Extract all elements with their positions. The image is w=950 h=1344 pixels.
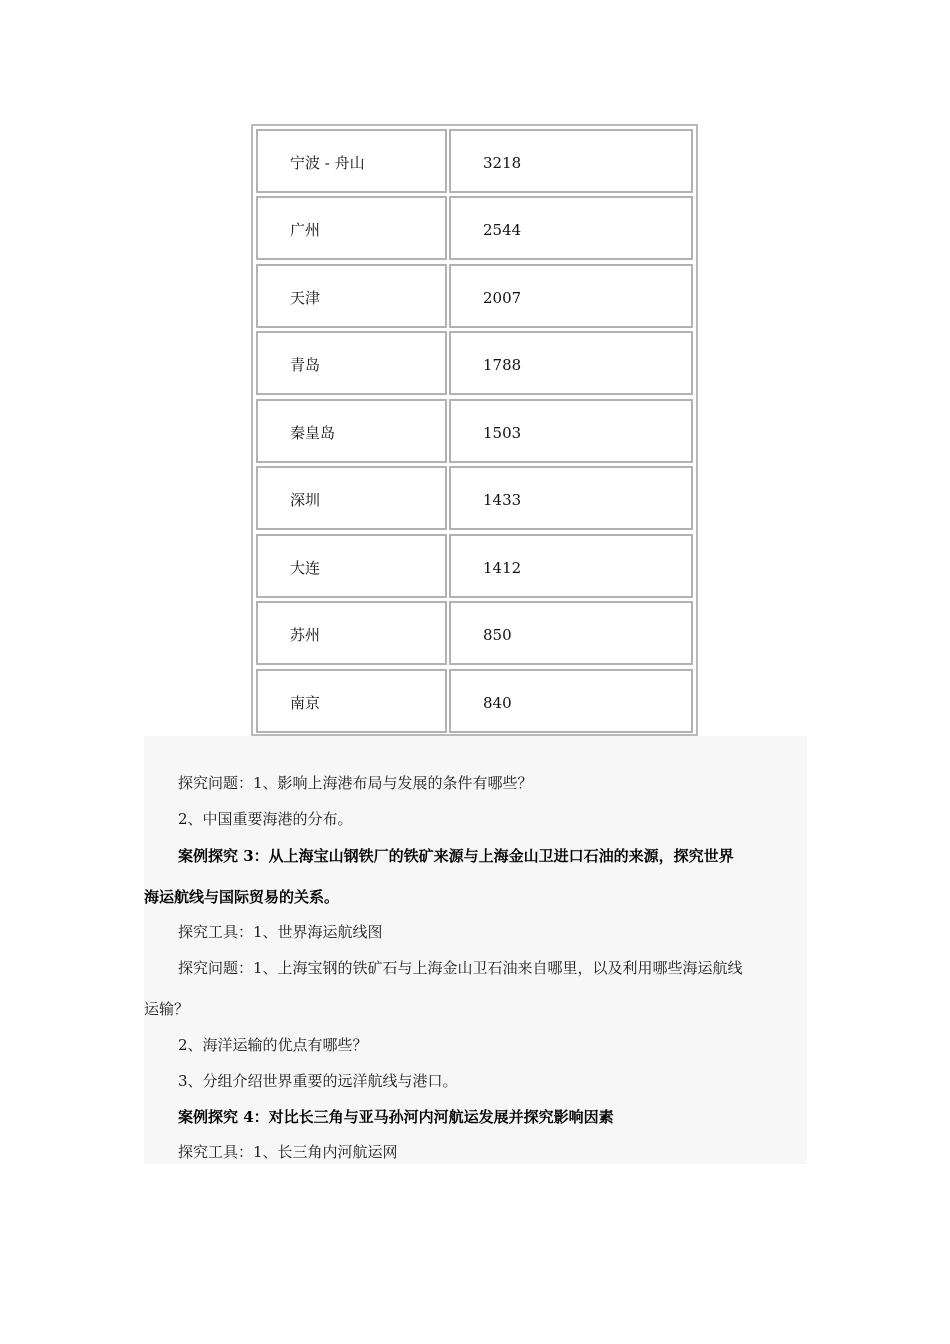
port-value-cell: 1503 — [449, 399, 693, 463]
port-name-cell: 秦皇岛 — [256, 399, 447, 463]
table-row — [256, 129, 693, 193]
port-value-cell: 1433 — [449, 466, 693, 530]
case-study-heading: 案例探究 3：从上海宝山钢铁厂的铁矿来源与上海金山卫进口石油的来源，探究世界 — [178, 847, 734, 865]
case-study-heading: 案例探究 4：对比长三角与亚马孙河内河航运发展并探究影响因素 — [178, 1108, 614, 1126]
case-study-heading-continued: 海运航线与国际贸易的关系。 — [144, 888, 340, 906]
table-row — [256, 196, 693, 260]
table-row — [256, 466, 693, 530]
port-value-cell: 1788 — [449, 331, 693, 395]
port-name-cell: 南京 — [256, 669, 447, 733]
question-paragraph: 2、中国重要海港的分布。 — [178, 810, 353, 828]
tool-paragraph: 探究工具：1、世界海运航线图 — [178, 923, 383, 941]
question-paragraph: 3、分组介绍世界重要的远洋航线与港口。 — [178, 1072, 458, 1090]
port-name-cell: 大连 — [256, 534, 447, 598]
port-name-cell: 苏州 — [256, 601, 447, 665]
port-value-cell: 2007 — [449, 264, 693, 328]
port-name-cell: 宁波 - 舟山 — [256, 129, 447, 193]
port-value-cell: 2544 — [449, 196, 693, 260]
question-paragraph-continued: 运输？ — [144, 1000, 190, 1018]
port-name-cell: 广州 — [256, 196, 447, 260]
table-row — [256, 601, 693, 665]
table-row — [256, 669, 693, 733]
port-value-cell: 850 — [449, 601, 693, 665]
port-name-cell: 深圳 — [256, 466, 447, 530]
question-paragraph: 2、海洋运输的优点有哪些？ — [178, 1036, 368, 1054]
table-row — [256, 331, 693, 395]
port-value-cell: 1412 — [449, 534, 693, 598]
lesson-text-section — [144, 736, 807, 1164]
tool-paragraph: 探究工具：1、长三角内河航运网 — [178, 1143, 398, 1161]
port-throughput-table — [251, 124, 698, 736]
port-value-cell: 840 — [449, 669, 693, 733]
port-name-cell: 青岛 — [256, 331, 447, 395]
port-name-cell: 天津 — [256, 264, 447, 328]
table-row — [256, 264, 693, 328]
table-row — [256, 399, 693, 463]
table-row — [256, 534, 693, 598]
question-paragraph: 探究问题：1、影响上海港布局与发展的条件有哪些？ — [178, 774, 533, 792]
port-value-cell: 3218 — [449, 129, 693, 193]
question-paragraph: 探究问题：1、上海宝钢的铁矿石与上海金山卫石油来自哪里，以及利用哪些海运航线 — [178, 959, 743, 977]
